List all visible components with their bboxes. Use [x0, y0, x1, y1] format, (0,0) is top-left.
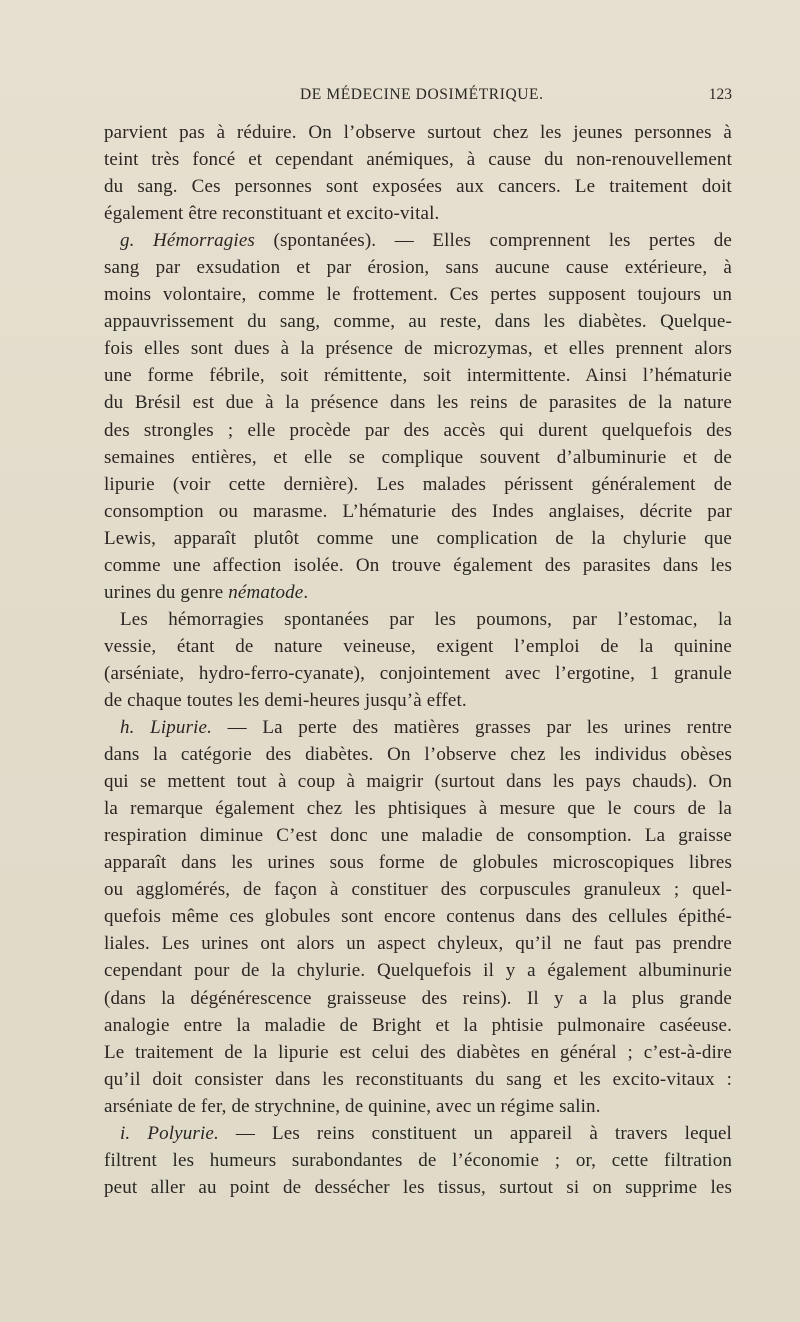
text-line: [104, 768, 732, 795]
text-line: [104, 849, 732, 876]
line-text: appauvrissement du sang, comme, au reste, dans les diabètes. Quelque-: [104, 311, 732, 333]
text-line: [104, 525, 732, 552]
line-text: quefois même ces globules sont encore contenus dans des cellules épithé-: [104, 906, 732, 928]
text-line: [104, 1039, 732, 1066]
text-line: [104, 362, 732, 389]
text-line: [104, 633, 732, 660]
line-text: semaines entières, et elle se complique souvent d’albuminurie et de: [104, 446, 732, 468]
text-line: [104, 660, 732, 687]
line-text: ou agglomérés, de façon à constituer des corpuscules granuleux ; quel-: [104, 879, 732, 901]
text-line: [104, 1120, 732, 1147]
line-text: peut aller au point de dessécher les tissus, surtout si on supprime les: [104, 1176, 732, 1198]
page-number: 123: [708, 86, 732, 103]
line-text: qui se mettent tout à coup à maigrir (surtout dans les pays chauds). On: [104, 771, 732, 793]
line-text: une forme fébrile, soit rémittente, soit intermittente. Ainsi l’hématurie: [104, 365, 732, 387]
line-text: qu’il doit consister dans les reconstituants du sang et les excito-vitaux :: [104, 1068, 732, 1090]
line-end: .: [303, 581, 309, 603]
line-text: vessie, étant de nature veineuse, exigent l’emploi de la quinine: [104, 635, 732, 657]
line-text: apparaît dans les urines sous forme de globules microscopiques libres: [104, 852, 732, 874]
text-line: [104, 335, 732, 362]
text-line: [104, 795, 732, 822]
text-line: [104, 903, 732, 930]
text-line: [104, 606, 732, 633]
page-header: [104, 86, 732, 110]
text-line: [104, 1066, 732, 1093]
line-text: moins volontaire, comme le frottement. Ces pertes supposent toujours un: [104, 284, 732, 306]
line-text: cependant pour de la chylurie. Quelquefois il y a également albuminurie: [104, 960, 732, 982]
text-line: [104, 822, 732, 849]
line-text: des strongles ; elle procède par des accès qui durent quelquefois des: [104, 419, 732, 441]
line-text: dans la catégorie des diabètes. On l’observe chez les individus obèses: [104, 744, 732, 766]
text-line: [104, 227, 732, 254]
text-line: [104, 389, 732, 416]
text-line: [104, 254, 732, 281]
text-line: [104, 146, 732, 173]
italic-term: nématode: [228, 581, 304, 603]
text-line: [104, 119, 732, 146]
text-line: [104, 471, 732, 498]
text-line: [104, 876, 732, 903]
line-text: sang par exsudation et par érosion, sans aucune cause extérieure, à: [104, 257, 732, 279]
text-line: [104, 1174, 732, 1201]
line-text: parvient pas à réduire. On l’observe surtout chez les jeunes personnes à: [104, 122, 732, 143]
line-text: également être reconstituant et excito-vital.: [104, 203, 440, 225]
text-line: [104, 498, 732, 525]
line-text: teint très foncé et cependant anémiques, à cause du non-renouvellement: [104, 149, 732, 171]
line-text: — Les reins constituent un appareil à travers lequel: [218, 1122, 732, 1144]
line-text: Les hémorragies spontanées par les poumons, par l’estomac, la: [120, 608, 732, 630]
line-text: fois elles sont dues à la présence de microzymas, et elles prennent alors: [104, 338, 732, 360]
text-line: [104, 417, 732, 444]
line-text: (arséniate, hydro-ferro-cyanate), conjointement avec l’ergotine, 1 granule: [104, 662, 732, 684]
line-text: respiration diminue C’est donc une maladie de consomption. La graisse: [104, 825, 732, 847]
line-text: de chaque toutes les demi-heures jusqu’à effet.: [104, 689, 467, 711]
line-text: arséniate de fer, de strychnine, de quinine, avec un régime salin.: [104, 1095, 601, 1117]
text-line: [104, 741, 732, 768]
text-line: [104, 308, 732, 335]
text-line: [104, 1093, 732, 1120]
section-heading: g. Hémorragies: [120, 230, 255, 252]
text-line: [104, 444, 732, 471]
line-text: (dans la dégénérescence graisseuse des reins). Il y a la plus grande: [104, 987, 732, 1009]
text-line: [104, 1012, 732, 1039]
text-line: [104, 985, 732, 1012]
text-line: [104, 687, 732, 714]
line-text: Le traitement de la lipurie est celui des diabètes en général ; c’est-à-dire: [104, 1041, 732, 1063]
running-title: DE MÉDECINE DOSIMÉTRIQUE.: [300, 86, 544, 103]
line-text: liales. Les urines ont alors un aspect chyleux, qu’il ne faut pas prendre: [104, 933, 732, 955]
text-line: [104, 173, 732, 200]
line-text: du Brésil est due à la présence dans les reins de parasites de la nature: [104, 392, 732, 414]
text-line: [104, 1147, 732, 1174]
line-text: la remarque également chez les phtisiques à mesure que le cours de la: [104, 798, 732, 820]
text-line: [104, 200, 732, 227]
line-text: (spontanées). — Elles comprennent les pertes de: [254, 230, 732, 252]
section-heading: h. Lipurie.: [120, 717, 213, 739]
text-line: [104, 714, 732, 741]
line-text: analogie entre la maladie de Bright et la phtisie pulmonaire caséeuse.: [104, 1014, 732, 1036]
text-line: [104, 552, 732, 579]
line-text: lipurie (voir cette dernière). Les malades périssent généralement de: [104, 473, 732, 495]
section-heading: i. Polyurie.: [120, 1122, 219, 1144]
line-text: comme une affection isolée. On trouve également des parasites dans les: [104, 554, 732, 576]
line-text: urines du genre: [104, 581, 229, 603]
text-line: [104, 281, 732, 308]
text-line: [104, 579, 732, 606]
line-text: du sang. Ces personnes sont exposées aux cancers. Le traitement doit: [104, 176, 732, 198]
line-text: consomption ou marasme. L’hématurie des Indes anglaises, décrite par: [104, 500, 732, 522]
text-line: [104, 930, 732, 957]
line-text: filtrent les humeurs surabondantes de l’économie ; or, cette filtration: [104, 1149, 732, 1171]
body-text: [104, 119, 732, 1201]
line-text: Lewis, apparaît plutôt comme une complication de la chylurie que: [104, 527, 732, 549]
text-line: [104, 957, 732, 984]
line-text: — La perte des matières grasses par les urines rentre: [212, 717, 732, 739]
